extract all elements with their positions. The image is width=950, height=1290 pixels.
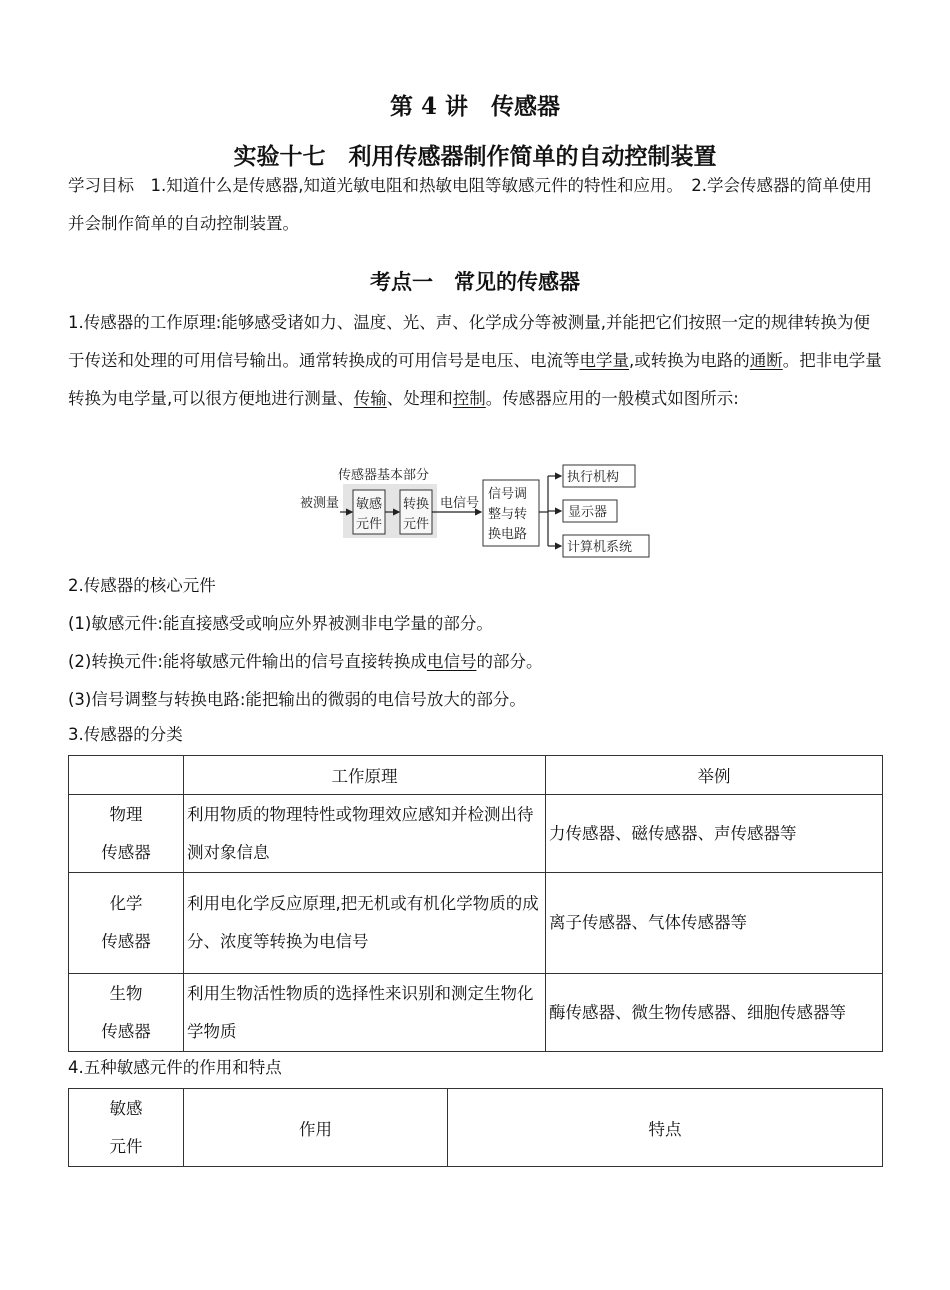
core-item-2 bbox=[68, 648, 542, 672]
sensor-diagram bbox=[296, 460, 656, 562]
conditioning-label: 换电路 bbox=[488, 527, 528, 542]
text-span: ,或转换为电路的 bbox=[629, 351, 750, 370]
diagram-input-label: 被测量 bbox=[300, 496, 340, 511]
experiment-title: 实验十七 利用传感器制作简单的自动控制装置 bbox=[233, 143, 717, 170]
type-name: 传感器 bbox=[101, 1021, 151, 1041]
working-principle-paragraph bbox=[68, 304, 884, 418]
header-text: 元件 bbox=[109, 1136, 143, 1156]
table-header-row bbox=[69, 1089, 883, 1167]
conversion-label: 元件 bbox=[403, 517, 430, 532]
underlined-term: 传输 bbox=[353, 389, 387, 408]
actuator-label: 执行机构 bbox=[567, 470, 620, 485]
core-item-1: (1)敏感元件:能直接感受或响应外界被测非电学量的部分。 bbox=[68, 614, 493, 633]
principle-cell: 利用电化学反应原理,把无机或有机化学物质的成分、浓度等转换为电信号 bbox=[184, 873, 546, 974]
type-cell bbox=[69, 873, 184, 974]
principle-cell: 利用生物活性物质的选择性来识别和测定生物化学物质 bbox=[184, 974, 546, 1052]
text-span: 1.传感器的工作原理:能够感受诸如力、温度、光、声、化学成分等被测量,并能把它们按照一定的规律转换为便于传送和处理的可用信号输出。通常转换成的可用信号是电压、电流等 bbox=[68, 313, 871, 370]
underlined-term: 通断 bbox=[749, 351, 783, 370]
classification-table bbox=[68, 755, 883, 1052]
underlined-term: 控制 bbox=[452, 389, 486, 408]
example-cell: 力传感器、磁传感器、声传感器等 bbox=[546, 795, 883, 873]
learning-objectives: 学习目标 1.知道什么是传感器,知道光敏电阻和热敏电阻等敏感元件的特性和应用。 2.学会传感器的简单使用并会制作简单的自动控制装置。 bbox=[68, 176, 872, 233]
text-span: 的部分。 bbox=[476, 652, 543, 671]
type-cell bbox=[69, 974, 184, 1052]
header-cell bbox=[69, 1089, 184, 1167]
type-name: 物理 bbox=[109, 804, 143, 824]
header-text: 敏感 bbox=[109, 1098, 143, 1118]
table-row bbox=[69, 974, 883, 1052]
example-cell: 酶传感器、微生物传感器、细胞传感器等 bbox=[546, 974, 883, 1052]
header-cell bbox=[69, 756, 184, 795]
table-row bbox=[69, 795, 883, 873]
type-name: 化学 bbox=[109, 894, 143, 913]
section-title: 考点一 常见的传感器 bbox=[370, 269, 580, 294]
principle-cell: 利用物质的物理特性或物理效应感知并检测出待测对象信息 bbox=[184, 795, 546, 873]
type-name: 传感器 bbox=[101, 932, 151, 951]
five-elements-heading: 4.五种敏感元件的作用和特点 bbox=[68, 1058, 282, 1077]
sensitive-label: 敏感 bbox=[356, 497, 383, 512]
signal-label: 电信号 bbox=[440, 496, 480, 511]
header-cell: 举例 bbox=[546, 756, 883, 795]
sensitive-elements-table bbox=[68, 1088, 883, 1167]
core-elements-heading: 2.传感器的核心元件 bbox=[68, 576, 216, 595]
core-item-3: (3)信号调整与转换电路:能把输出的微弱的电信号放大的部分。 bbox=[68, 690, 526, 709]
conditioning-label: 整与转 bbox=[488, 507, 528, 522]
text-span: (2)转换元件:能将敏感元件输出的信号直接转换成 bbox=[68, 652, 427, 671]
example-cell: 离子传感器、气体传感器等 bbox=[546, 873, 883, 974]
table-row bbox=[69, 873, 883, 974]
header-cell: 特点 bbox=[448, 1089, 883, 1167]
computer-label: 计算机系统 bbox=[567, 540, 633, 555]
header-cell: 作用 bbox=[184, 1089, 448, 1167]
classification-heading: 3.传感器的分类 bbox=[68, 725, 183, 744]
conditioning-label: 信号调 bbox=[488, 487, 528, 502]
conversion-label: 转换 bbox=[403, 497, 430, 512]
type-cell bbox=[69, 795, 184, 873]
type-name: 生物 bbox=[109, 983, 143, 1003]
text-span: 。传感器应用的一般模式如图所示: bbox=[485, 389, 739, 408]
text-span: 、处理和 bbox=[386, 389, 453, 408]
lecture-title: 第 4 讲 传感器 bbox=[389, 93, 561, 120]
sensitive-label: 元件 bbox=[356, 517, 383, 532]
diagram-caption: 传感器基本部分 bbox=[338, 468, 430, 483]
display-label: 显示器 bbox=[568, 505, 608, 520]
underlined-term: 电学量 bbox=[579, 351, 629, 370]
table-header-row bbox=[69, 756, 883, 795]
text-span: 。把非电学量转换为电学量,可以很方便地进行测量、 bbox=[68, 351, 882, 408]
type-name: 传感器 bbox=[101, 842, 151, 862]
underlined-term: 电信号 bbox=[426, 652, 477, 671]
header-cell: 工作原理 bbox=[184, 756, 546, 795]
